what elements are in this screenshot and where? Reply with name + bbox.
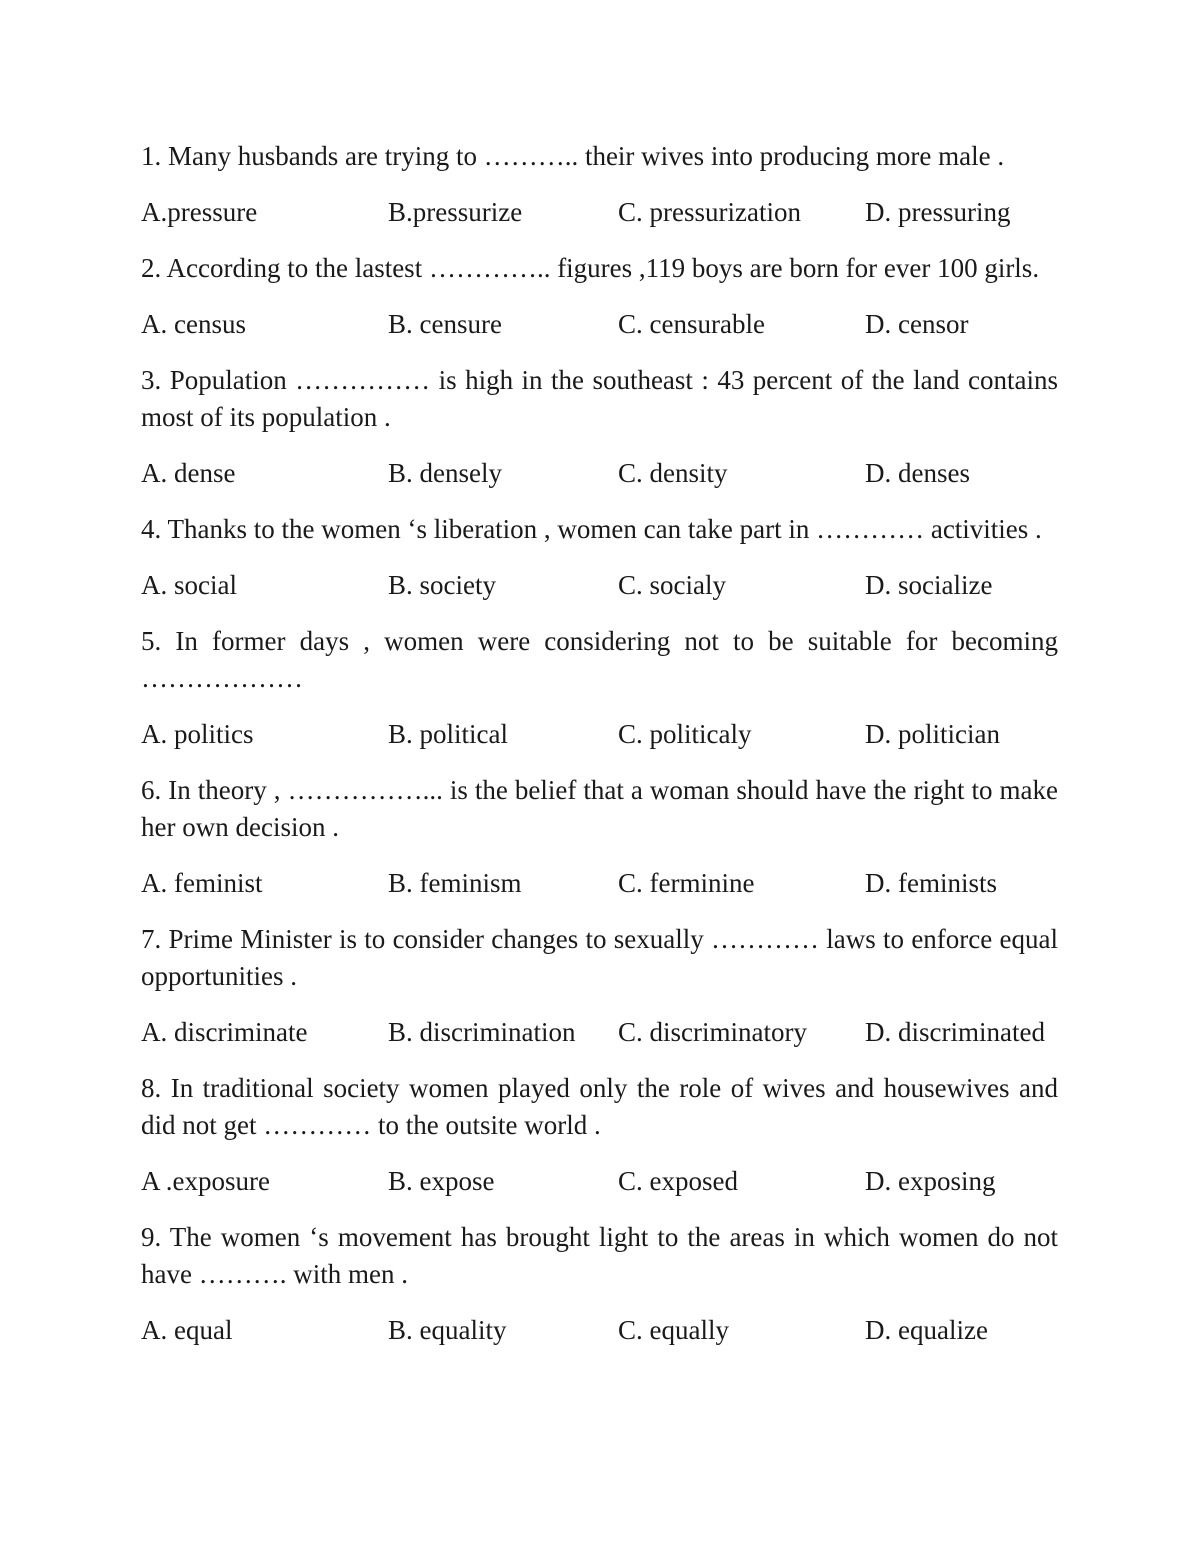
options-9 [141, 1312, 1058, 1349]
options-5 [141, 716, 1058, 753]
question-5: 5. In former days , women were considering not to be suitable for becoming ……………… [141, 626, 1058, 693]
option-8d: D. exposing [865, 1166, 996, 1196]
option-4a: A. social [141, 570, 237, 600]
option-2b: B. censure [388, 309, 502, 339]
option-3b: B. densely [388, 458, 502, 488]
option-3a: A. dense [141, 458, 236, 488]
question-4: 4. Thanks to the women ‘s liberation , women can take part in ………… activities . [141, 514, 1042, 544]
option-2d: D. censor [865, 309, 969, 339]
option-6c: C. ferminine [618, 868, 755, 898]
option-5d: D. politician [865, 719, 1000, 749]
option-3d: D. denses [865, 458, 970, 488]
option-1a: A.pressure [141, 197, 258, 227]
option-6d: D. feminists [865, 868, 997, 898]
worksheet [141, 138, 1058, 1368]
option-7b: B. discrimination [388, 1017, 576, 1047]
option-9b: B. equality [388, 1315, 507, 1345]
option-4b: B. society [388, 570, 496, 600]
option-9d: D. equalize [865, 1315, 988, 1345]
option-8c: C. exposed [618, 1166, 738, 1196]
option-7a: A. discriminate [141, 1017, 308, 1047]
options-4 [141, 567, 1058, 604]
question-7: 7. Prime Minister is to consider changes to sexually ………… laws to enforce equal opportunities . [141, 924, 1058, 991]
question-3: 3. Population …………… is high in the southeast : 43 percent of the land contains most of its population . [141, 365, 1058, 432]
option-9a: A. equal [141, 1315, 233, 1345]
option-6b: B. feminism [388, 868, 522, 898]
options-1 [141, 194, 1058, 231]
option-4d: D. socialize [865, 570, 993, 600]
option-9c: C. equally [618, 1315, 729, 1345]
option-7d: D. discriminated [865, 1017, 1045, 1047]
question-2: 2. According to the lastest ………….. figures ,119 boys are born for ever 100 girls. [141, 253, 1040, 283]
option-6a: A. feminist [141, 868, 263, 898]
option-8b: B. expose [388, 1166, 495, 1196]
option-1c: C. pressurization [618, 197, 801, 227]
option-5c: C. politicaly [618, 719, 752, 749]
question-9: 9. The women ‘s movement has brought light to the areas in which women do not have ………. with men . [141, 1222, 1058, 1289]
options-3 [141, 455, 1058, 492]
option-4c: C. socialy [618, 570, 726, 600]
option-8a: A .exposure [141, 1166, 270, 1196]
option-2a: A. census [141, 309, 246, 339]
options-7 [141, 1014, 1058, 1051]
options-8 [141, 1163, 1058, 1200]
question-8: 8. In traditional society women played only the role of wives and housewives and did not get ………… to the outsite world . [141, 1073, 1058, 1140]
option-7c: C. discriminatory [618, 1017, 807, 1047]
option-5a: A. politics [141, 719, 254, 749]
question-1: 1. Many husbands are trying to ……….. their wives into producing more male . [141, 141, 1005, 171]
option-3c: C. density [618, 458, 728, 488]
option-5b: B. political [388, 719, 508, 749]
option-1b: B.pressurize [388, 197, 523, 227]
option-1d: D. pressuring [865, 197, 1011, 227]
options-6 [141, 865, 1058, 902]
option-2c: C. censurable [618, 309, 765, 339]
question-6: 6. In theory , ……………... is the belief that a woman should have the right to make her own decision . [141, 775, 1058, 842]
options-2 [141, 306, 1058, 343]
